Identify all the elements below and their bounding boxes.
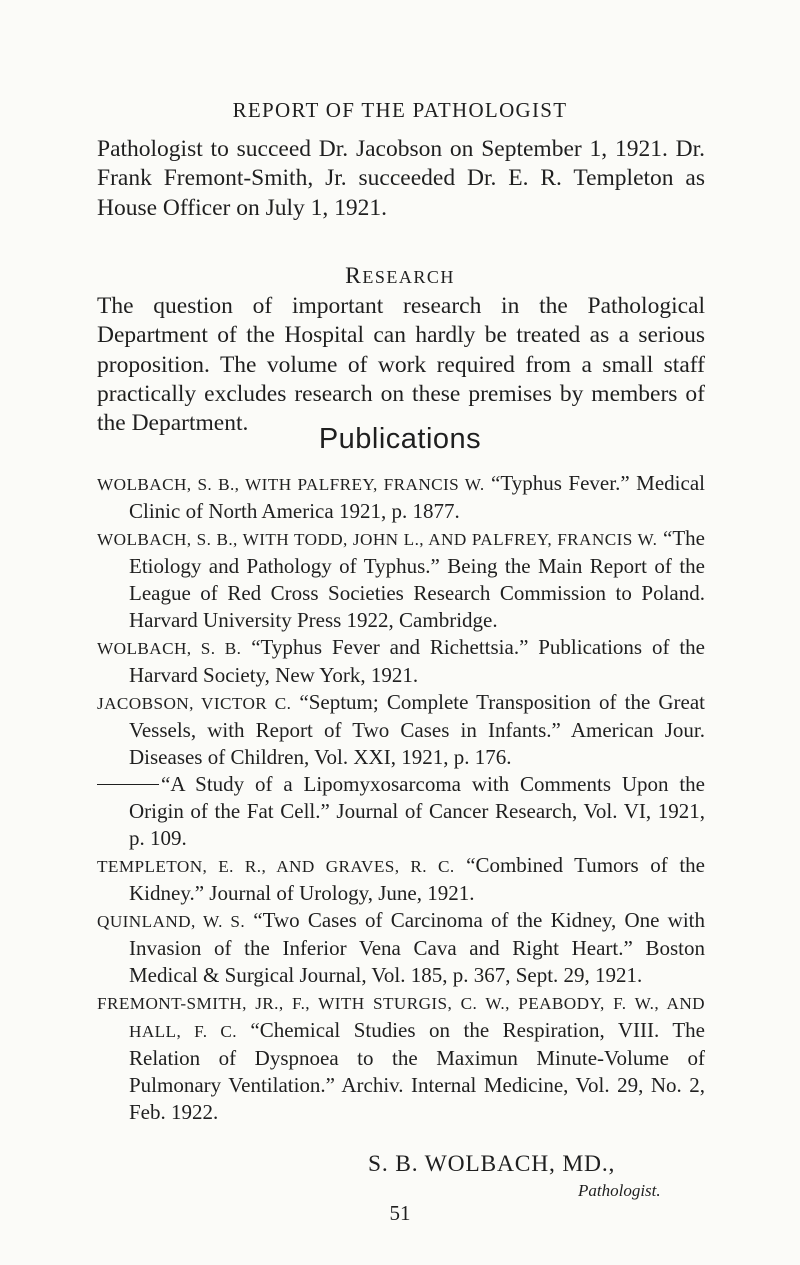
publication-author: WOLBACH, S. B., WITH TODD, JOHN L., AND PALFREY, FRANCIS W. — [97, 530, 658, 549]
publication-text: “Typhus Fever and Richettsia.” Publications of the Harvard Society, New York, 1921. — [129, 635, 705, 687]
publication-author: TEMPLETON, E. R., AND GRAVES, R. C. — [97, 857, 455, 876]
page-number: 51 — [389, 1201, 411, 1225]
publication-entry — [97, 771, 705, 852]
publication-author: QUINLAND, W. S. — [97, 912, 246, 931]
publication-text: “Typhus Fever.” Medical Clinic of North America 1921, p. 1877. — [129, 471, 705, 523]
intro-paragraph: Pathologist to succeed Dr. Jacobson on September 1, 1921. Dr. Frank Fremont-Smith, Jr. succeeded Dr. E. R. Templeton as House Officer on July 1, 1921. — [97, 136, 705, 221]
publication-entry — [97, 907, 705, 989]
research-heading-rest: ESEARCH — [362, 267, 455, 287]
publication-text: “The Etiology and Pathology of Typhus.” Being the Main Report of the League of Red Cross Societies Research Commission to Poland. Harvard University Press 1922, Cambridge. — [129, 526, 705, 632]
publication-entry — [97, 634, 705, 689]
publication-entry — [97, 989, 705, 1126]
publication-text: “Two Cases of Carcinoma of the Kidney, One with Invasion of the Inferior Vena Cava and Right Heart.” Boston Medical & Surgical Journal, Vol. 185, p. 367, Sept. 29, 1921. — [129, 908, 705, 987]
signature-title: Pathologist. — [578, 1181, 661, 1200]
research-heading — [0, 263, 800, 290]
ditto-dash — [97, 784, 159, 785]
publications-heading: Publications — [318, 423, 482, 455]
publication-text: “Chemical Studies on the Respiration, VIII. The Relation of Dyspnoea to the Maximun Minute-Volume of Pulmonary Ventilation.” Archiv. Internal Medicine, Vol. 29, No. 2, Feb. 1922. — [129, 1018, 705, 1124]
publication-text: “A Study of a Lipomyxosarcoma with Comments Upon the Origin of the Fat Cell.” Journal of Cancer Research, Vol. VI, 1921, p. 109. — [129, 772, 705, 850]
publication-text: “Septum; Complete Transposition of the Great Vessels, with Report of Two Cases in Infants.” American Jour. Diseases of Children, Vol. XXI, 1921, p. 176. — [129, 690, 706, 769]
publication-entry — [97, 689, 705, 771]
running-head: REPORT OF THE PATHOLOGIST — [232, 98, 568, 122]
research-paragraph: The question of important research in the Pathological Department of the Hospital can hardly be treated as a serious proposition. The volume of work required from a small staff practically excludes research on these premises by members of the Department. — [97, 293, 705, 437]
publications-list — [97, 470, 705, 1126]
publication-author: FREMONT-SMITH, JR., F., WITH STURGIS, C. W., PEABODY, F. W., AND HALL, F. C. — [97, 994, 705, 1041]
publication-text: “Combined Tumors of the Kidney.” Journal of Urology, June, 1921. — [129, 853, 705, 905]
publication-entry — [97, 852, 705, 907]
research-heading-initial: R — [345, 263, 363, 289]
publication-author: WOLBACH, S. B., WITH PALFREY, FRANCIS W. — [97, 475, 485, 494]
publication-author: JACOBSON, VICTOR C. — [97, 694, 292, 713]
publication-author: WOLBACH, S. B. — [97, 639, 242, 658]
publication-entry — [97, 470, 705, 525]
publication-entry — [97, 525, 705, 634]
signature-name: S. B. WOLBACH, MD., — [368, 1151, 616, 1177]
